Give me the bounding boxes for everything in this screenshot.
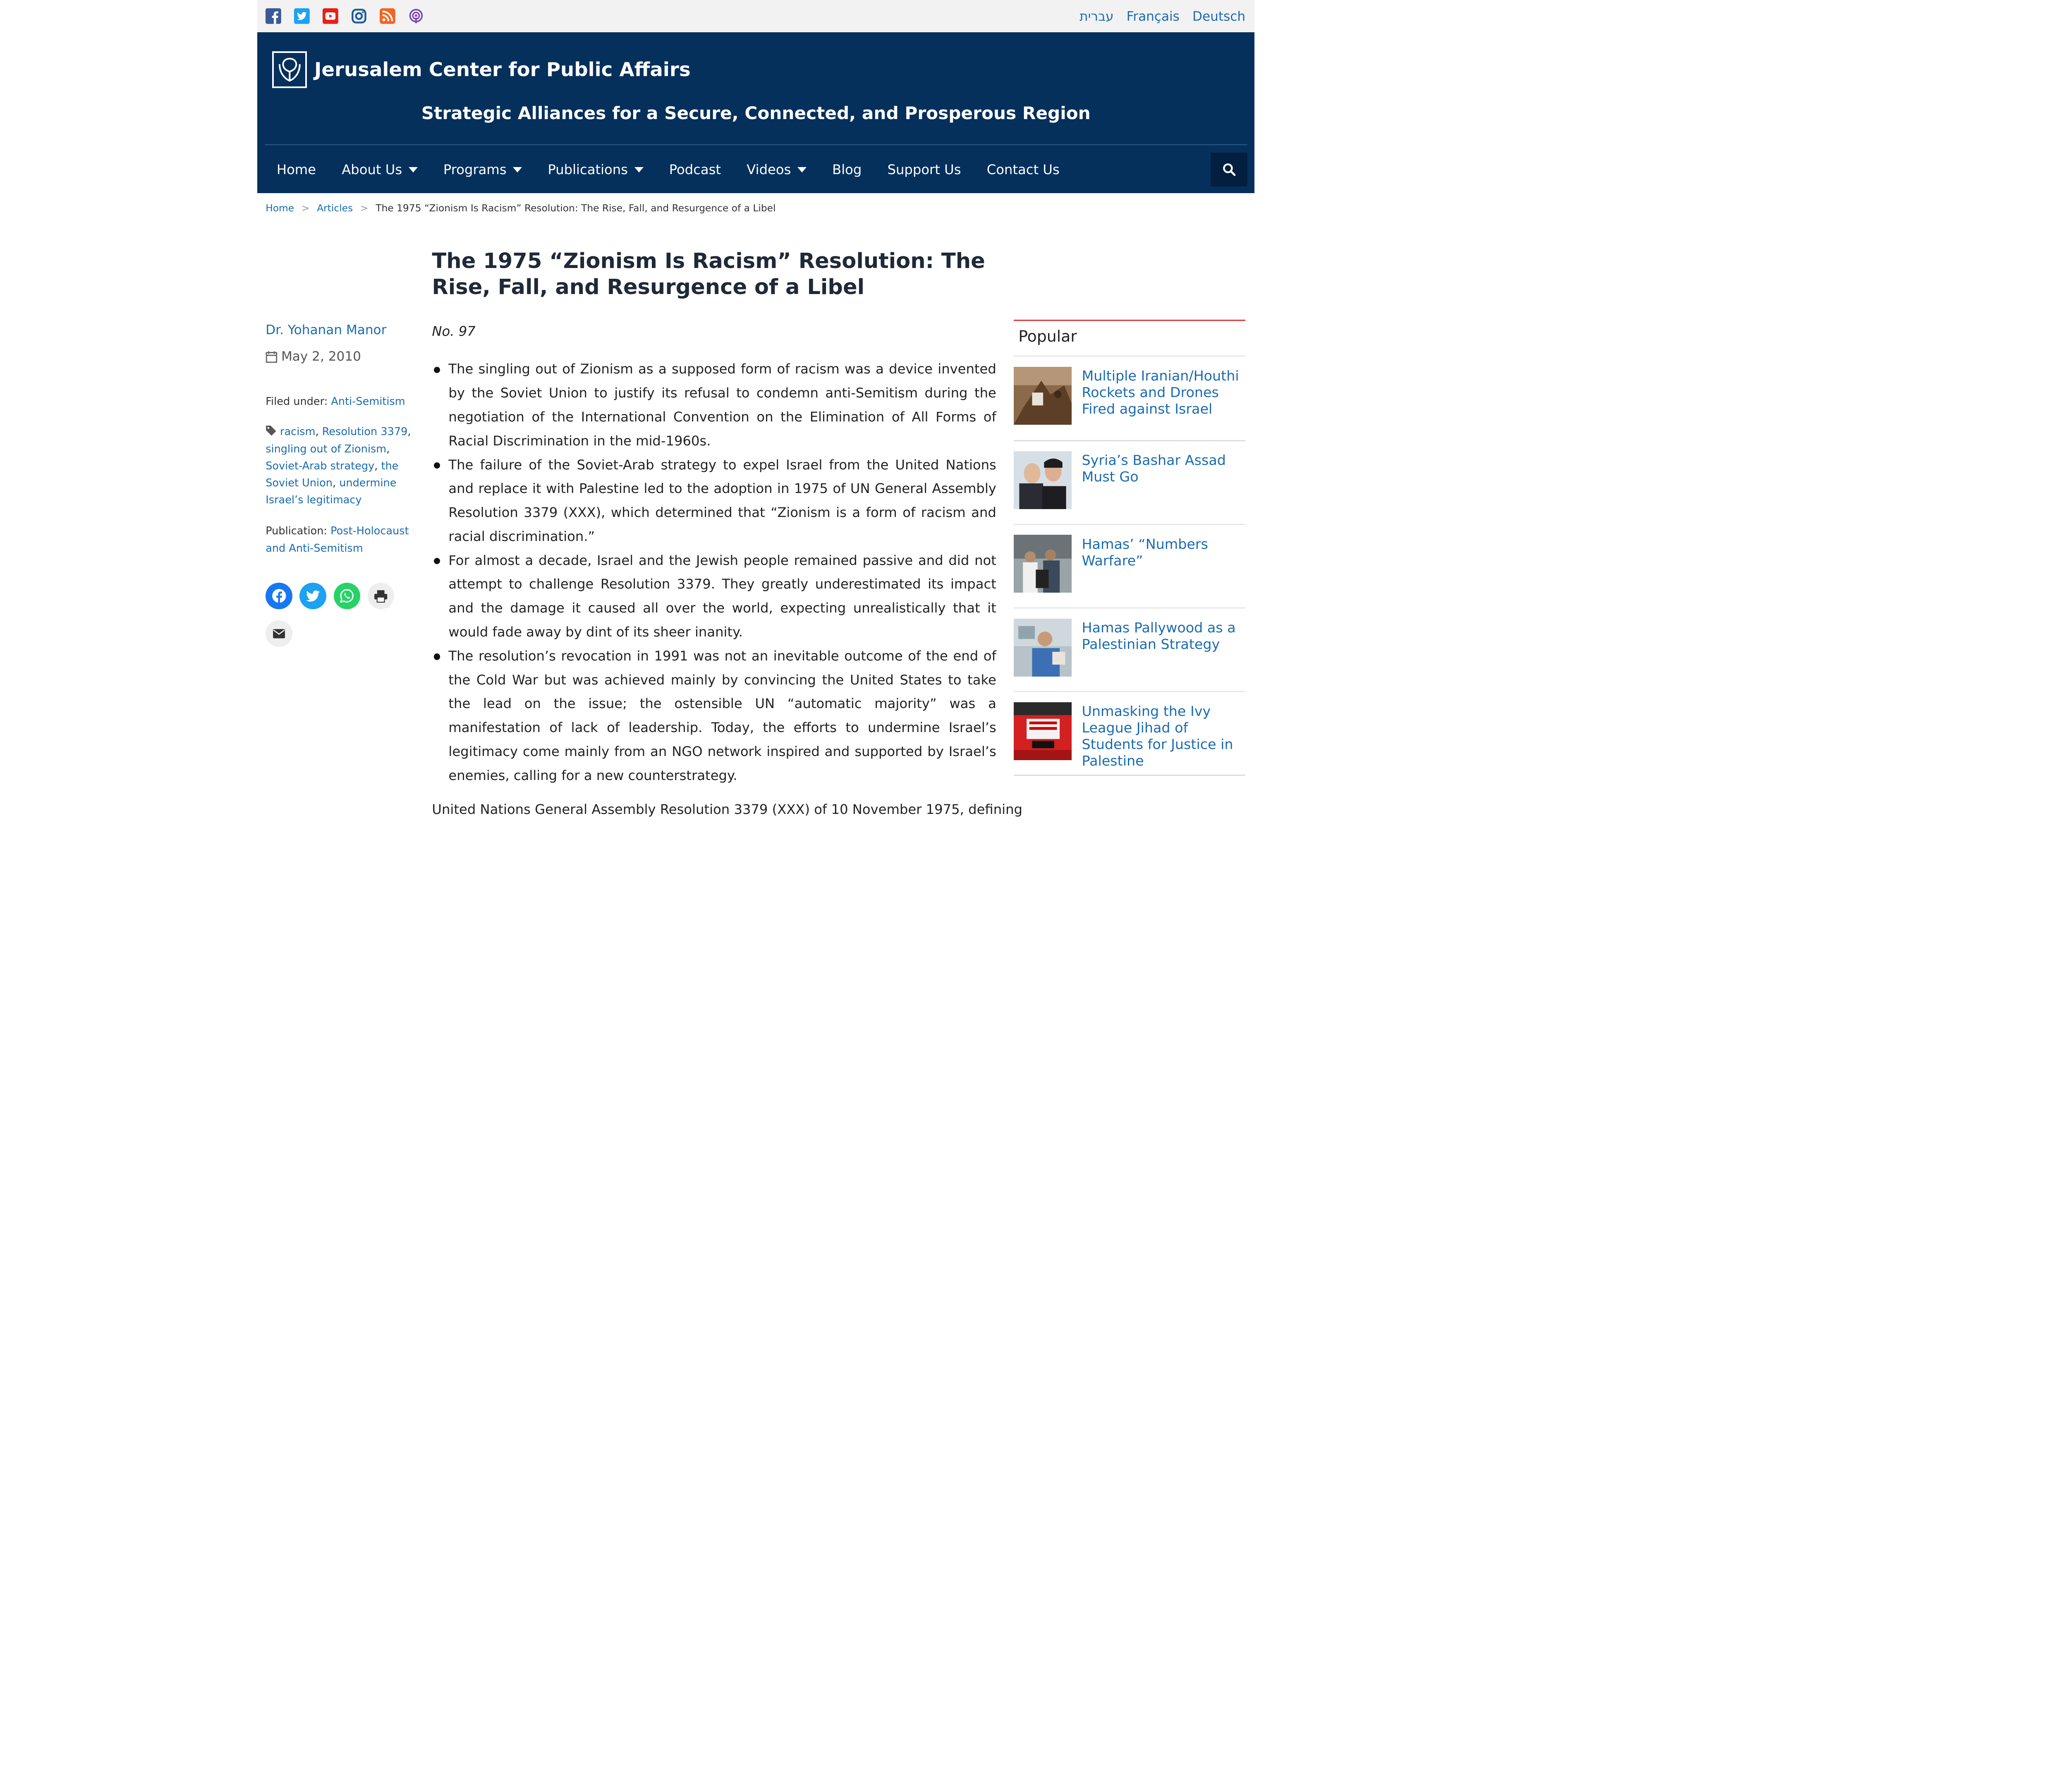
email-share-button[interactable] — [266, 620, 292, 647]
search-button[interactable] — [1211, 153, 1247, 187]
nav-home-label: Home — [276, 162, 316, 178]
facebook-share-icon — [272, 589, 287, 603]
tag-list: racism, Resolution 3379, singling out of Zionism, Soviet-Arab strategy, the Soviet Union, undermine Israel’s legitimacy — [266, 426, 411, 506]
nav-videos[interactable] — [747, 162, 807, 177]
popular-thumbnail — [1014, 535, 1072, 593]
popular-thumbnail — [1014, 367, 1072, 425]
print-icon — [374, 590, 388, 603]
top-bar — [257, 0, 1254, 32]
popular-item[interactable] — [1014, 535, 1245, 593]
popular-item-title[interactable]: Unmasking the Ivy League Jihad of Students for Justice in Palestine — [1082, 703, 1233, 769]
site-tagline: Strategic Alliances for a Secure, Connected, and Prosperous Region — [421, 103, 1091, 123]
email-icon — [273, 629, 285, 639]
nav-support-us[interactable] — [888, 162, 961, 177]
breadcrumb — [266, 202, 776, 214]
nav-support-us-label: Support Us — [887, 162, 961, 178]
popular-heading: Popular — [1018, 327, 1077, 346]
logo-emblem-icon — [272, 51, 307, 88]
site-name: Jerusalem Center for Public Affairs — [314, 58, 691, 81]
tag-link[interactable]: racism — [280, 426, 316, 438]
breadcrumb-current: The 1975 “Zionism Is Racism” Resolution: The Rise, Fall, and Resurgence of a Libel — [376, 202, 776, 214]
summary-bullet: The resolution’s revocation in 1991 was not an inevitable outcome of the end of the Cold War but was achieved mainly by convincing the United States to take the lead on the issue; the ostensible UN “automatic majority” was a manifestation of lack of leadership. Today, the efforts to undermine Israel’s legitimacy come mainly from an NGO network inspired and supported by Israel’s enemies, calling for a new counterstrategy. — [432, 644, 996, 788]
nav-blog[interactable] — [832, 162, 862, 177]
popular-thumbnail — [1014, 451, 1072, 509]
breadcrumb-separator: > — [301, 202, 310, 214]
search-icon — [1223, 163, 1235, 176]
popular-divider — [1014, 691, 1245, 692]
publication-label: Publication: — [266, 525, 328, 538]
site-header — [257, 32, 1254, 193]
podcast-icon[interactable] — [407, 7, 424, 25]
nav-programs-label: Programs — [443, 162, 507, 178]
tag-link[interactable]: singling out of Zionism — [266, 443, 387, 455]
popular-item-title[interactable]: Multiple Iranian/Houthi Rockets and Drones Fired against Israel — [1082, 367, 1239, 417]
tag-link[interactable]: Resolution 3379 — [322, 426, 408, 438]
facebook-icon[interactable] — [265, 7, 282, 25]
popular-item[interactable] — [1014, 702, 1245, 769]
tag-icon — [266, 425, 277, 436]
caret-down-icon — [797, 167, 807, 172]
popular-item[interactable] — [1014, 451, 1245, 509]
tag-link[interactable]: Soviet-Arab strategy — [266, 459, 375, 472]
nav-podcast[interactable] — [669, 162, 721, 177]
main-nav — [277, 162, 1085, 177]
tag-link[interactable]: the Soviet Union — [266, 459, 399, 489]
nav-divider — [265, 144, 1247, 145]
popular-accent-line — [1014, 320, 1245, 321]
nav-home[interactable] — [277, 162, 316, 177]
publication-info — [266, 523, 417, 557]
breadcrumb-articles[interactable]: Articles — [317, 202, 353, 214]
category-link[interactable]: Anti-Semitism — [331, 395, 405, 408]
article-title: The 1975 “Zionism Is Racism” Resolution: The Rise, Fall, and Resurgence of a Libel — [432, 249, 985, 300]
summary-bullet: For almost a decade, Israel and the Jewish people remained passive and did not attempt to challenge Resolution 3379. They greatly underestimated its impact and the damage it caused all over the world, expecting unrealistically that it would fade away by dint of its sheer inanity. — [432, 549, 996, 644]
breadcrumb-home[interactable]: Home — [266, 202, 294, 214]
publish-date — [266, 349, 361, 364]
summary-bullets — [432, 357, 996, 787]
nav-programs[interactable] — [443, 162, 522, 177]
rss-icon[interactable] — [378, 7, 396, 25]
issue-number: No. 97 — [432, 323, 476, 340]
summary-bullet: The failure of the Soviet-Arab strategy to expel Israel from the United Nations and replace it with Palestine led to the adoption in 1975 of UN General Assembly Resolution 3379 (XXX), which determined that “Zionism is a form of racism and racial discrimination.” — [432, 453, 996, 549]
calendar-icon — [266, 350, 278, 363]
nav-contact-us[interactable] — [987, 162, 1060, 177]
twitter-share-button[interactable] — [299, 583, 326, 609]
nav-publications[interactable] — [548, 162, 643, 177]
site-logo[interactable] — [272, 51, 691, 88]
nav-videos-label: Videos — [747, 162, 791, 178]
nav-contact-us-label: Contact Us — [986, 162, 1060, 178]
popular-thumbnail — [1014, 619, 1072, 677]
publish-date-text: May 2, 2010 — [281, 349, 361, 364]
lang-french[interactable]: Français — [1126, 9, 1180, 24]
language-switcher — [1079, 9, 1245, 24]
caret-down-icon — [409, 167, 418, 172]
nav-about-us-label: About Us — [342, 162, 402, 178]
print-button[interactable] — [368, 583, 394, 609]
nav-about-us[interactable] — [342, 162, 417, 177]
caret-down-icon — [513, 167, 522, 172]
tag-link[interactable]: undermine Israel’s legitimacy — [266, 476, 397, 506]
youtube-icon[interactable] — [322, 7, 339, 25]
nav-blog-label: Blog — [832, 162, 862, 178]
lang-german[interactable]: Deutsch — [1192, 9, 1246, 24]
popular-divider — [1014, 524, 1245, 525]
popular-item-title[interactable]: Hamas Pallywood as a Palestinian Strategy — [1082, 619, 1236, 652]
lang-hebrew[interactable]: עברית — [1079, 9, 1114, 24]
popular-item-title[interactable]: Hamas’ “Numbers Warfare” — [1082, 536, 1208, 569]
filed-under-label: Filed under: — [266, 395, 328, 408]
whatsapp-share-button[interactable] — [334, 583, 360, 609]
popular-item[interactable] — [1014, 367, 1245, 425]
twitter-icon[interactable] — [293, 7, 311, 25]
caret-down-icon — [634, 167, 644, 172]
breadcrumb-separator: > — [360, 202, 369, 214]
popular-divider — [1014, 440, 1245, 441]
popular-item-title[interactable]: Syria’s Bashar Assad Must Go — [1082, 452, 1226, 485]
twitter-share-icon — [306, 590, 320, 602]
whatsapp-share-icon — [340, 589, 354, 603]
nav-publications-label: Publications — [548, 162, 628, 178]
popular-thumbnail — [1014, 702, 1072, 760]
publication-link[interactable]: Post-Holocaust and Anti-Semitism — [266, 525, 409, 555]
popular-item[interactable] — [1014, 619, 1245, 677]
social-links — [265, 7, 425, 25]
filed-under — [266, 395, 405, 408]
facebook-share-button[interactable] — [266, 583, 292, 609]
instagram-icon[interactable] — [350, 7, 368, 25]
summary-bullet: The singling out of Zionism as a supposed form of racism was a device invented by the Soviet Union to justify its refusal to condemn anti-Semitism during the negotiation of the International Convention on the Elimination of All Forms of Racial Discrimination in the mid-1960s. — [432, 357, 996, 453]
share-buttons — [266, 583, 413, 647]
nav-podcast-label: Podcast — [669, 162, 721, 178]
article-body-text: United Nations General Assembly Resolution 3379 (XXX) of 10 November 1975, defining — [432, 801, 1022, 817]
author-link[interactable]: Dr. Yohanan Manor — [266, 322, 387, 337]
